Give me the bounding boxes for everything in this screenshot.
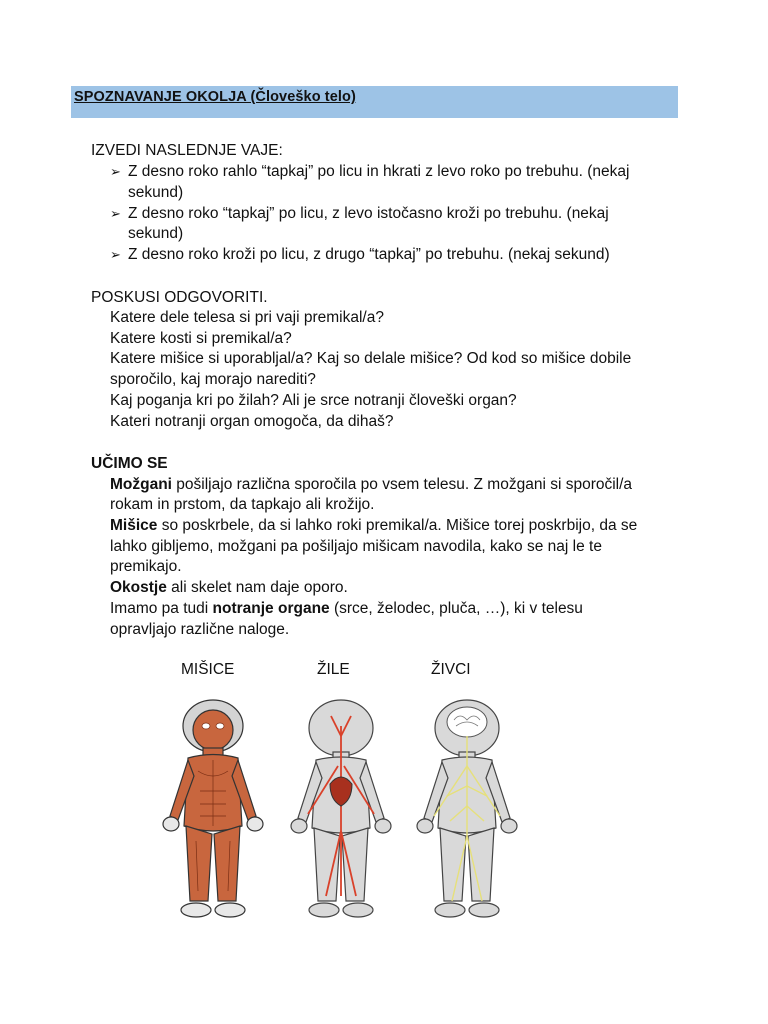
learn-paragraph-muscles-cont: lahko gibljemo, možgani pa pošiljajo mišicam navodila, kako se naj le te xyxy=(110,538,602,555)
organs-text: (srce, želodec, pluča, …), ki v telesu xyxy=(329,600,583,617)
muscles-term: Mišice xyxy=(110,517,158,534)
exercise-item-3-line1: Z desno roko kroži po licu, z drugo “tapkaj” po trebuhu. (nekaj sekund) xyxy=(128,246,610,263)
exercise-item-2-line2: sekund) xyxy=(128,225,184,242)
vascular-system-figure xyxy=(286,696,396,926)
question-line: Kateri notranji organ omogoča, da dihaš? xyxy=(110,413,394,430)
arrow-bullet-icon: ➢ xyxy=(110,164,121,179)
figure-label-nerves: ŽIVCI xyxy=(431,661,471,678)
skeleton-term: Okostje xyxy=(110,579,167,596)
question-line: Katere mišice si uporabljal/a? Kaj so delale mišice? Od kod so mišice dobile xyxy=(110,350,632,367)
exercises-heading: IZVEDI NASLEDNJE VAJE: xyxy=(91,142,283,159)
exercise-item-2-line1: Z desno roko “tapkaj” po licu, z levo istočasno kroži po trebuhu. (nekaj xyxy=(128,205,609,222)
learn-paragraph-brain xyxy=(110,474,632,495)
learn-paragraph-organs xyxy=(110,598,583,619)
arrow-bullet-icon: ➢ xyxy=(110,206,121,221)
page-title: SPOZNAVANJE OKOLJA (Človeško telo) xyxy=(74,89,356,105)
learn-paragraph-organs-cont: opravljajo različne naloge. xyxy=(110,621,290,638)
title-banner xyxy=(71,86,678,118)
learn-heading: UČIMO SE xyxy=(91,455,168,472)
nervous-system-figure xyxy=(412,696,522,926)
arrow-bullet-icon: ➢ xyxy=(110,247,121,262)
question-line: Kaj poganja kri po žilah? Ali je srce notranji človeški organ? xyxy=(110,392,517,409)
learn-paragraph-muscles-cont2: premikajo. xyxy=(110,558,182,575)
exercise-item-1-line2: sekund) xyxy=(128,184,184,201)
figure-label-muscles: MIŠICE xyxy=(181,661,235,678)
question-line: Katere dele telesa si pri vaji premikal/a? xyxy=(110,309,384,326)
muscle-system-figure xyxy=(158,696,268,926)
question-line: sporočilo, kaj morajo narediti? xyxy=(110,371,316,388)
learn-paragraph-muscles xyxy=(110,515,637,536)
learn-paragraph-skeleton xyxy=(110,577,348,598)
skeleton-text: ali skelet nam daje oporo. xyxy=(166,579,348,596)
muscles-text: so poskrbele, da si lahko roki premikal/a. Mišice torej poskrbijo, da se xyxy=(157,517,638,534)
exercise-item-1-line1: Z desno roko rahlo “tapkaj” po licu in hkrati z levo roko po trebuhu. (nekaj xyxy=(128,163,630,180)
organs-term: notranje organe xyxy=(212,600,330,617)
organs-pre: Imamo pa tudi xyxy=(110,600,213,617)
learn-paragraph-brain-cont: rokam in prstom, da tapkajo ali krožijo. xyxy=(110,496,375,513)
figure-label-vessels: ŽILE xyxy=(317,661,350,678)
question-line: Katere kosti si premikal/a? xyxy=(110,330,292,347)
brain-term: Možgani xyxy=(110,476,172,493)
brain-text: pošiljajo različna sporočila po vsem telesu. Z možgani si sporočil/a xyxy=(172,476,633,493)
questions-heading: POSKUSI ODGOVORITI. xyxy=(91,289,268,306)
